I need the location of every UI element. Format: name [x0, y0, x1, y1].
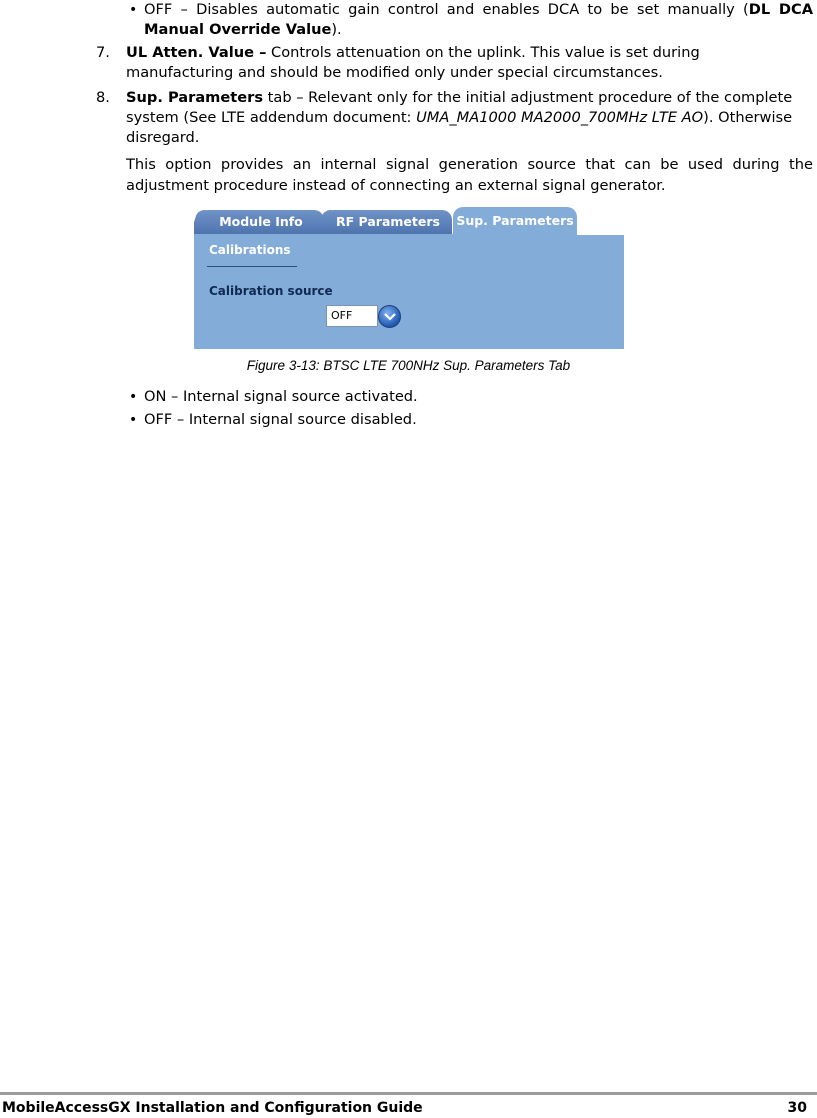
bullet-dot: •	[129, 2, 138, 18]
item-7-line1	[126, 43, 700, 63]
calibrations-divider	[207, 266, 297, 267]
off-text: – Disables automatic gain control and enables DCA to be set manually (	[172, 1, 749, 18]
bullet-dot: •	[129, 412, 138, 428]
calibrations-heading: Calibrations	[209, 243, 291, 257]
item-8-doc-ref: UMA_MA1000 MA2000_700MHz LTE AO	[416, 109, 704, 126]
item-8-line3: disregard.	[126, 129, 200, 146]
tab-sup-parameters[interactable]: Sup. Parameters	[453, 207, 577, 236]
item-8-para-line2: adjustment procedure instead of connecting an external signal generator.	[126, 177, 666, 194]
off-end: ).	[331, 21, 342, 38]
item-7-text1: Controls attenuation on the uplink. This value is set during	[266, 44, 700, 61]
item-7-line2: manufacturing and should be modified only under special circumstances.	[126, 64, 663, 81]
figure-caption: Figure 3-13: BTSC LTE 700NHz Sup. Parameters Tab	[246, 358, 571, 373]
item-8-line1	[126, 88, 792, 108]
item-8-title: Sup. Parameters	[126, 89, 264, 106]
item-8-text2-pre: system (See LTE addendum document:	[126, 109, 417, 126]
off-bullet-bottom: OFF – Internal signal source disabled.	[144, 411, 417, 428]
bullet-dot: •	[129, 389, 138, 405]
footer-divider	[0, 1092, 817, 1095]
off-bullet-line2	[144, 20, 342, 40]
sup-parameters-screenshot	[194, 206, 624, 349]
chevron-down-icon[interactable]	[378, 305, 401, 328]
page-number: 30	[787, 1100, 807, 1116]
item-7-title: UL Atten. Value –	[126, 44, 267, 61]
item-8-text1: tab – Relevant only for the initial adjustment procedure of the complete	[263, 89, 793, 106]
tab-module-info[interactable]: Module Info	[198, 210, 324, 234]
calibration-source-label: Calibration source	[209, 284, 333, 298]
on-bullet: ON – Internal signal source activated.	[144, 388, 418, 405]
off-label: OFF	[144, 1, 173, 18]
off-ref-part1: DL DCA	[748, 1, 813, 18]
calibration-source-select[interactable]: OFF	[326, 305, 378, 327]
item-8-para-line1: This option provides an internal signal generation source that can be used during the	[126, 156, 813, 173]
item-8-number: 8.	[96, 89, 110, 106]
tab-rf-parameters[interactable]: RF Parameters	[324, 210, 452, 234]
footer-title: MobileAccessGX Installation and Configuration Guide	[2, 1100, 423, 1116]
off-bullet-line1	[144, 0, 813, 20]
item-8-text2-post: ). Otherwise	[703, 109, 793, 126]
off-ref-part2: Manual Override Value	[144, 21, 332, 38]
item-7-number: 7.	[96, 44, 110, 61]
item-8-line2	[126, 108, 792, 128]
panel-edge	[577, 232, 624, 235]
